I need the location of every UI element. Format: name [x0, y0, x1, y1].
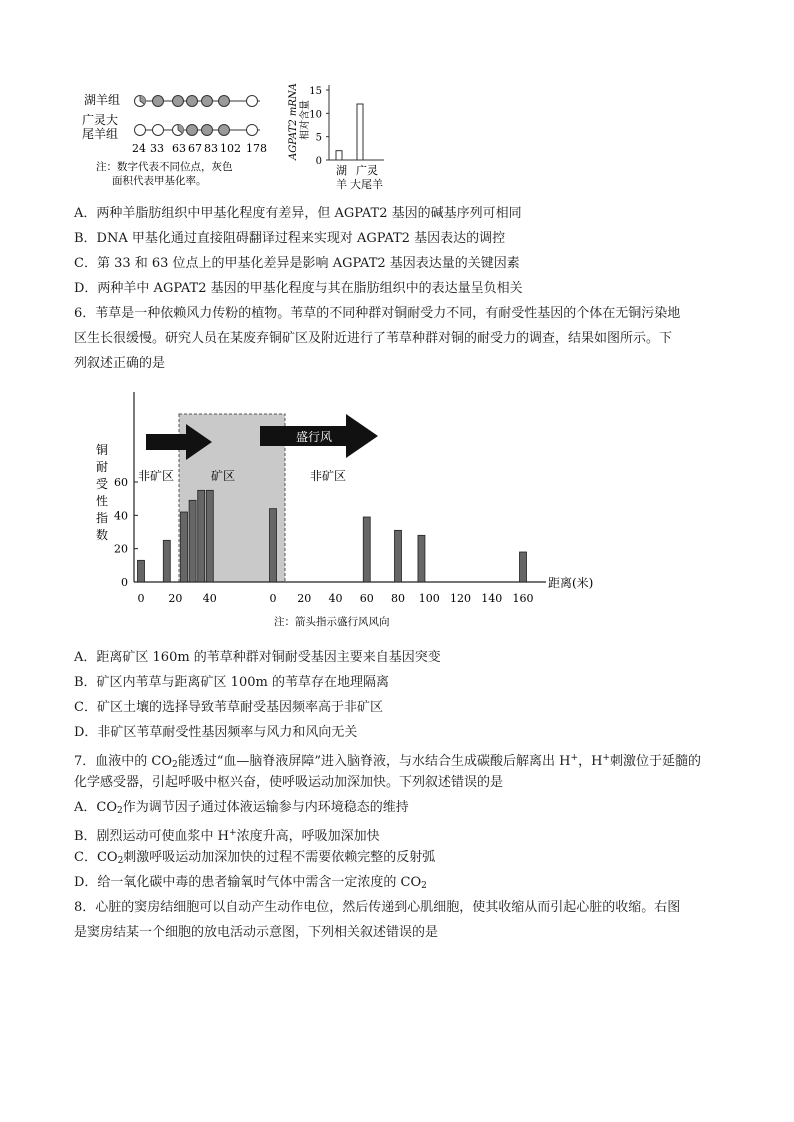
row2-site-3 — [187, 125, 198, 136]
bar-right-1 — [363, 517, 370, 582]
x-axis-ticks — [138, 592, 534, 605]
q5-option-a: A．两种羊脂肪组织中甲基化程度有差异，但 AGPAT2 基因的碱基序列可相同 — [74, 206, 522, 221]
x-tick-right: 0 — [269, 592, 277, 605]
mrna-cat2-b: 大尾羊 — [350, 178, 383, 191]
row2-site-4 — [202, 125, 213, 136]
q5-option-c: C．第 33 和 63 位点上的甲基化差异是影响 AGPAT2 基因表达量的关键因素 — [74, 256, 520, 271]
y-label-char: 铜 — [96, 443, 109, 457]
row2-site-0 — [135, 125, 146, 136]
site-position-67: 67 — [188, 142, 202, 155]
bar-left-5 — [206, 490, 213, 582]
wind-label: 盛行风 — [296, 430, 333, 444]
x-tick-right: 100 — [418, 592, 440, 605]
fig1-note-b: 面积代表甲基化率。 — [112, 175, 207, 187]
bar-left-4 — [198, 490, 205, 582]
x-tick-right: 20 — [297, 592, 312, 605]
site-position-63: 63 — [172, 142, 186, 155]
site-position-24: 24 — [132, 142, 146, 155]
q5-option-b: B．DNA 甲基化通过直接阻碍翻译过程来实现对 AGPAT2 基因表达的调控 — [74, 231, 506, 246]
y-tick-label: 60 — [114, 476, 128, 489]
y-tick-label: 0 — [121, 576, 128, 589]
region-label-left: 非矿区 — [138, 469, 175, 483]
row1-label: 湖羊组 — [84, 93, 121, 107]
y-tick-label: 20 — [114, 542, 128, 556]
mrna-ylabel-b: 相对含量 — [300, 100, 311, 140]
y-label-char: 受 — [96, 477, 109, 491]
bar-left-3 — [189, 500, 196, 582]
mrna-tick-label: 0 — [315, 156, 322, 167]
row1-site-1 — [153, 96, 164, 107]
bar-left-2 — [181, 512, 188, 582]
x-tick-left: 0 — [137, 592, 145, 605]
q6-option-b: B．矿区内苇草与距离矿区 100m 的苇草存在地理隔离 — [74, 675, 389, 690]
mrna-bar-guangling-sheep — [357, 104, 363, 160]
x-tick-right: 160 — [512, 592, 534, 605]
q6-option-d: D．非矿区苇草耐受性基因频率与风力和风向无关 — [74, 725, 358, 740]
fig1-note-a: 注：数字代表不同位点，灰色 — [96, 161, 233, 173]
row1-site-2 — [173, 96, 184, 107]
q6-option-c: C．矿区土壤的选择导致苇草耐受基因频率高于非矿区 — [74, 700, 383, 715]
site-position-labels — [132, 142, 267, 155]
q7-stem-line1: 7．血液中的 $CO_2$能透过“血—脑脊液屏障”进入脑脊液，与水结合生成碳酸后解离出 H+，H+刺激位于延髓的 — [74, 753, 701, 770]
site-position-83: 83 — [204, 142, 218, 155]
site-position-102: 102 — [220, 142, 241, 155]
copper-tolerance-chart — [84, 384, 644, 634]
row2-site-2 — [173, 125, 184, 136]
chart-note: 注：箭头指示盛行风风向 — [274, 616, 390, 628]
y-label-char: 性 — [96, 494, 109, 508]
q6-stem-line2: 区生长很缓慢。研究人员在某废弃铜矿区及附近进行了苇草种群对铜的耐受力的调查，结果如图所示。下 — [74, 331, 673, 346]
y-axis-label — [96, 442, 108, 542]
mrna-ylabel-a: AGPAT2 mRNA — [288, 83, 299, 160]
tolerance-bars — [138, 490, 527, 582]
bar-right-0 — [270, 509, 277, 582]
q8-stem-line2: 是窦房结某一个细胞的放电活动示意图，下列相关叙述错误的是 — [74, 925, 439, 940]
y-label-char: 数 — [96, 528, 109, 542]
bar-right-2 — [395, 530, 402, 582]
row1-site-0 — [135, 96, 146, 107]
q6-option-a: A．距离矿区 160m 的苇草种群对铜耐受基因主要来自基因突变 — [74, 650, 441, 665]
x-tick-right: 80 — [391, 592, 405, 605]
mrna-ticks — [309, 86, 329, 167]
x-tick-left: 20 — [168, 592, 183, 605]
row2-site-6 — [247, 125, 258, 136]
region-label-right: 非矿区 — [310, 469, 347, 483]
x-tick-right: 40 — [328, 592, 343, 605]
y-label-char: 耐 — [96, 460, 109, 474]
bar-left-1 — [163, 540, 170, 582]
mrna-cat2-a: 广灵 — [356, 164, 378, 177]
q7-option-c: C．$CO_2$刺激呼吸运动加深加快的过程不需要依赖完整的反射弧 — [74, 850, 436, 866]
y-label-char: 指 — [96, 511, 109, 525]
row1-site-6 — [247, 96, 258, 107]
row2-label-a: 广灵大 — [82, 113, 119, 127]
row1-site-5 — [219, 96, 230, 107]
mrna-bar-hu-sheep — [336, 151, 342, 160]
row1-site-4 — [202, 96, 213, 107]
row2-label-b: 尾羊组 — [82, 127, 119, 141]
q7-option-b: B．剧烈运动可使血浆中 H+浓度升高，呼吸加深加快 — [74, 828, 380, 844]
mrna-tick-label: 5 — [315, 132, 322, 144]
q6-stem-line1: 6．苇草是一种依赖风力传粉的植物。苇草的不同种群对铜耐受力不同，有耐受性基因的个体在无铜污染地 — [74, 306, 681, 321]
bar-right-3 — [418, 535, 425, 582]
y-tick-label: 40 — [114, 509, 128, 523]
mrna-cat1-a: 湖 — [336, 164, 347, 177]
x-tick-right: 120 — [450, 592, 471, 605]
row2-site-1 — [153, 125, 164, 136]
q5-option-d: D．两种羊中 AGPAT2 基因的甲基化程度与其在脂肪组织中的表达量呈负相关 — [74, 281, 523, 296]
row1-site-3 — [187, 96, 198, 107]
bar-right-4 — [520, 552, 527, 582]
mrna-tick-label: 10 — [309, 109, 322, 121]
q7-stem-line2: 化学感受器，引起呼吸中枢兴奋，使呼吸运动加深加快。下列叙述错误的是 — [74, 775, 504, 790]
mrna-cat1-b: 羊 — [336, 178, 347, 191]
row2-site-5 — [219, 125, 230, 136]
q7-option-d: D．给一氧化碳中毒的患者输氧时气体中需含一定浓度的 $CO_2$ — [74, 875, 427, 891]
q8-stem-line1: 8．心脏的窦房结细胞可以自动产生动作电位，然后传递到心肌细胞，使其收缩从而引起心脏的收缩。右图 — [74, 900, 681, 915]
x-axis-label: 距离(米) — [548, 576, 594, 590]
region-label-mine: 矿区 — [211, 469, 236, 483]
site-position-33: 33 — [150, 142, 164, 155]
x-tick-left: 40 — [202, 592, 217, 605]
methylation-figure — [74, 80, 404, 195]
x-tick-right: 60 — [359, 592, 374, 605]
site-position-178: 178 — [246, 142, 267, 155]
bar-left-0 — [138, 560, 145, 582]
q6-stem-line3: 列叙述正确的是 — [74, 356, 166, 371]
q7-option-a: A．$CO_2$作为调节因子通过体液运输参与内环境稳态的维持 — [74, 800, 409, 816]
mrna-tick-label: 15 — [309, 86, 322, 97]
x-tick-right: 140 — [481, 592, 503, 605]
